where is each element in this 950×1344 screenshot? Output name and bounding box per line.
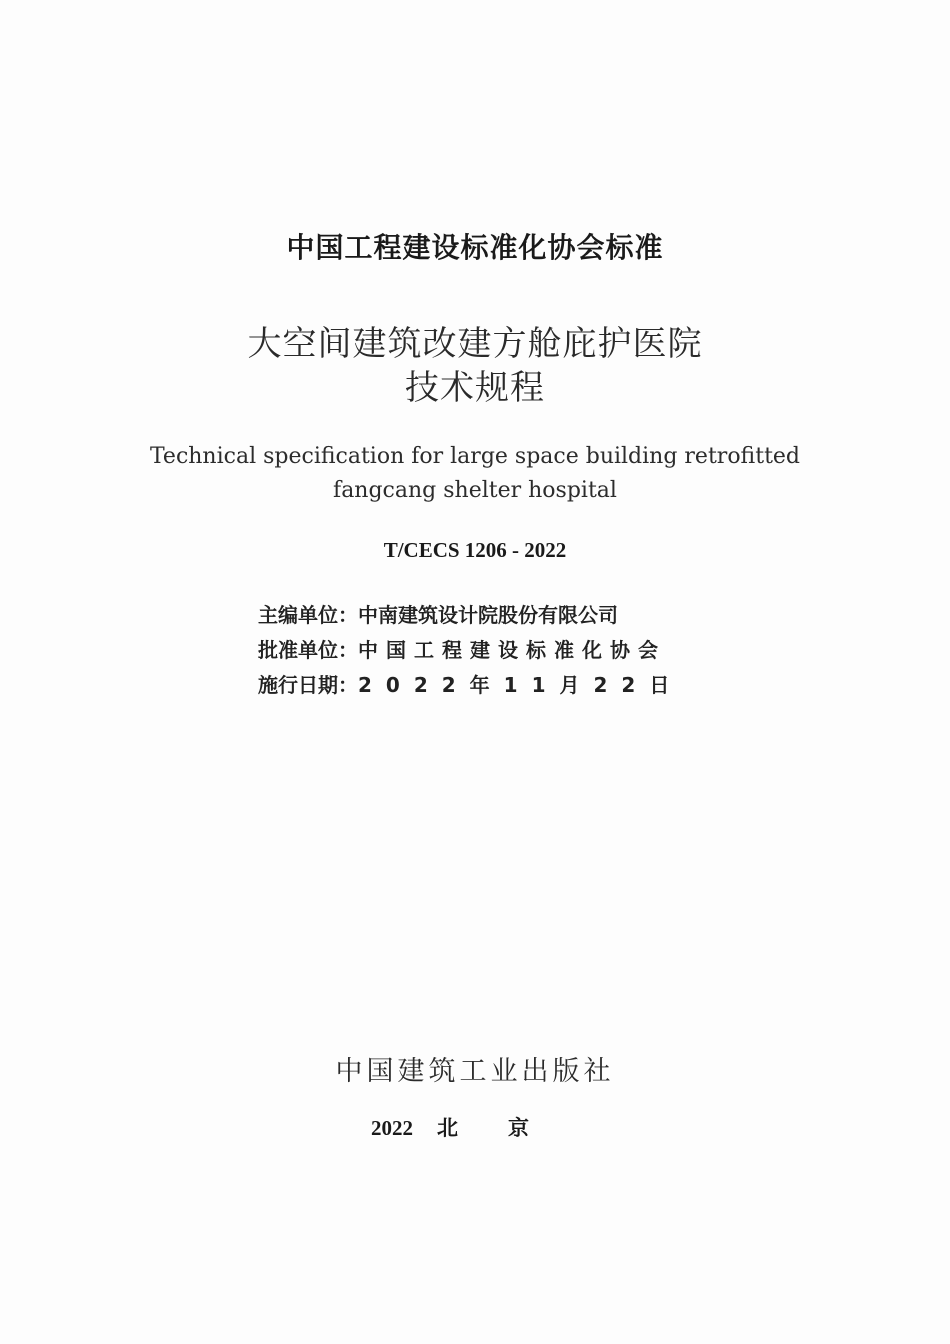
standard-metadata: [258, 598, 683, 703]
editor-label: 主编单位: [258, 603, 338, 627]
publication-city: 北京: [437, 1116, 579, 1140]
publisher-name: 中国建筑工业出版社: [335, 1056, 615, 1087]
english-title-line-2: fangcang shelter hospital: [333, 478, 617, 503]
standard-series-heading: 中国工程建设标准化协会标准: [286, 231, 664, 264]
english-title: [0, 440, 950, 508]
editor-row: [258, 598, 683, 633]
approver-row: [258, 633, 683, 668]
effective-date-label: 施行日期: [258, 673, 338, 697]
publication-place: [0, 1112, 950, 1142]
chinese-title-line-1: 大空间建筑改建方舱庇护医院: [247, 324, 703, 364]
chinese-title: [0, 322, 950, 410]
effective-date-separator: ：: [338, 673, 358, 697]
approver-value: 中国工程建设标准化协会: [358, 638, 666, 662]
english-title-line-1: Technical specification for large space building retrofitted: [149, 444, 801, 469]
chinese-title-line-2: 技术规程: [405, 368, 545, 408]
effective-date-row: [258, 668, 683, 703]
editor-value: 中南建筑设计院股份有限公司: [358, 603, 618, 627]
effective-date-value: 2022年11月22日: [358, 673, 684, 697]
approver-separator: ：: [338, 638, 358, 662]
approver-label: 批准单位: [258, 638, 338, 662]
publication-year: 2022: [371, 1116, 413, 1140]
standard-code: T/CECS 1206 - 2022: [383, 538, 567, 562]
editor-separator: ：: [338, 603, 358, 627]
